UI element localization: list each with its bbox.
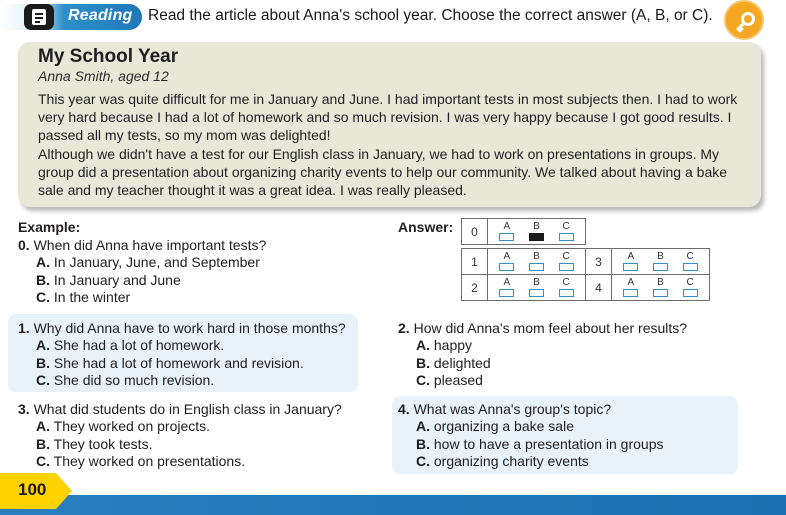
- option[interactable]: A. She had a lot of homework.: [36, 337, 225, 354]
- answer-row-number: 0: [462, 219, 488, 245]
- question-3: 3. What did students do in English class in January? A. They worked on projects. B. They took tests. C. They worked on presentations.: [18, 401, 342, 470]
- answer-row-number: 3: [586, 249, 612, 275]
- instruction-text: Read the article about Anna's school year. Choose the correct answer (A, B, or C).: [148, 7, 713, 24]
- answer-bubble-c[interactable]: C: [680, 252, 700, 271]
- article-panel: [18, 42, 761, 207]
- answer-bubbles-q3: [612, 249, 710, 275]
- section-label: Reading: [68, 7, 133, 24]
- article-body: [38, 90, 750, 199]
- article-paragraph: This year was quite difficult for me in January and June. I had important tests in most subjects then. I had to work very hard because I had a lot of homework and so much revision. I was very happy because I got good results. I passed all my tests, so my mom was delighted!: [38, 91, 738, 144]
- answer-bubble-c[interactable]: C: [556, 222, 576, 241]
- article-title: My School Year: [38, 46, 179, 67]
- article-author: Anna Smith, aged 12: [38, 68, 169, 84]
- answer-bubble-b[interactable]: B: [526, 252, 546, 271]
- option[interactable]: C. They worked on presentations.: [36, 453, 246, 470]
- question-1: 1. Why did Anna have to work hard in those months? A. She had a lot of homework. B. She had a lot of homework and revision. C. She did so much revision.: [18, 320, 346, 389]
- option[interactable]: A. organizing a bake sale: [416, 418, 574, 435]
- reading-page-icon: [24, 4, 54, 30]
- question-4: 4. What was Anna's group's topic? A. organizing a bake sale B. how to have a presentation in groups C. organizing charity events: [398, 401, 664, 470]
- article-paragraph: Although we didn't have a test for our English class in January, we had to work on presentations in groups. My group did a presentation about organizing charity events to help our community. We talked about having a bake sale and my teacher thought it was a great idea. I was really pleased.: [38, 145, 728, 199]
- answer-bubble-b[interactable]: B: [526, 222, 546, 241]
- answer-bubble-b[interactable]: B: [526, 278, 546, 297]
- example-question: 0. When did Anna have important tests? A. In January, June, and September B. In January and June C. In the winter: [18, 237, 267, 306]
- footer-bar: [0, 495, 786, 515]
- option[interactable]: B. delighted: [416, 354, 491, 371]
- answer-bubbles-q1: [488, 249, 586, 275]
- key-icon: [734, 10, 758, 34]
- answer-bubble-c[interactable]: C: [680, 278, 700, 297]
- answer-row-number: 4: [586, 275, 612, 301]
- answer-bubble-a[interactable]: A: [497, 278, 517, 297]
- page-number: 100: [18, 480, 47, 499]
- answer-bubble-b[interactable]: B: [650, 278, 670, 297]
- answer-label: Answer:: [398, 219, 454, 235]
- example-label: Example:: [18, 219, 81, 235]
- answer-bubble-c[interactable]: C: [556, 252, 576, 271]
- option[interactable]: C. organizing charity events: [416, 453, 589, 470]
- answer-row-number: 1: [462, 249, 488, 275]
- option[interactable]: B. how to have a presentation in groups: [416, 435, 664, 452]
- answer-bubble-a[interactable]: A: [497, 252, 517, 271]
- answer-bubble-a[interactable]: A: [621, 252, 641, 271]
- option[interactable]: A. happy: [416, 337, 473, 354]
- answer-key-button[interactable]: [724, 0, 764, 40]
- answer-bubbles-q4: [612, 275, 710, 301]
- answer-bubbles: [488, 219, 586, 245]
- answer-bubble-c[interactable]: C: [556, 278, 576, 297]
- answer-bubbles-q2: [488, 275, 586, 301]
- answer-bubble-a[interactable]: A: [497, 222, 517, 241]
- option[interactable]: B. They took tests.: [36, 435, 153, 452]
- answer-bubble-a[interactable]: A: [621, 278, 641, 297]
- option[interactable]: C. pleased: [416, 372, 483, 389]
- option[interactable]: C. She did so much revision.: [36, 372, 215, 389]
- answer-bubble-b[interactable]: B: [650, 252, 670, 271]
- option[interactable]: A. They worked on projects.: [36, 418, 211, 435]
- option[interactable]: B. She had a lot of homework and revision.: [36, 354, 304, 371]
- answer-row-number: 2: [462, 275, 488, 301]
- question-2: 2. How did Anna's mom feel about her results? A. happy B. delighted C. pleased: [398, 320, 688, 389]
- answer-grid: [461, 248, 710, 301]
- header: [0, 0, 786, 36]
- answer-example-grid: [461, 218, 586, 245]
